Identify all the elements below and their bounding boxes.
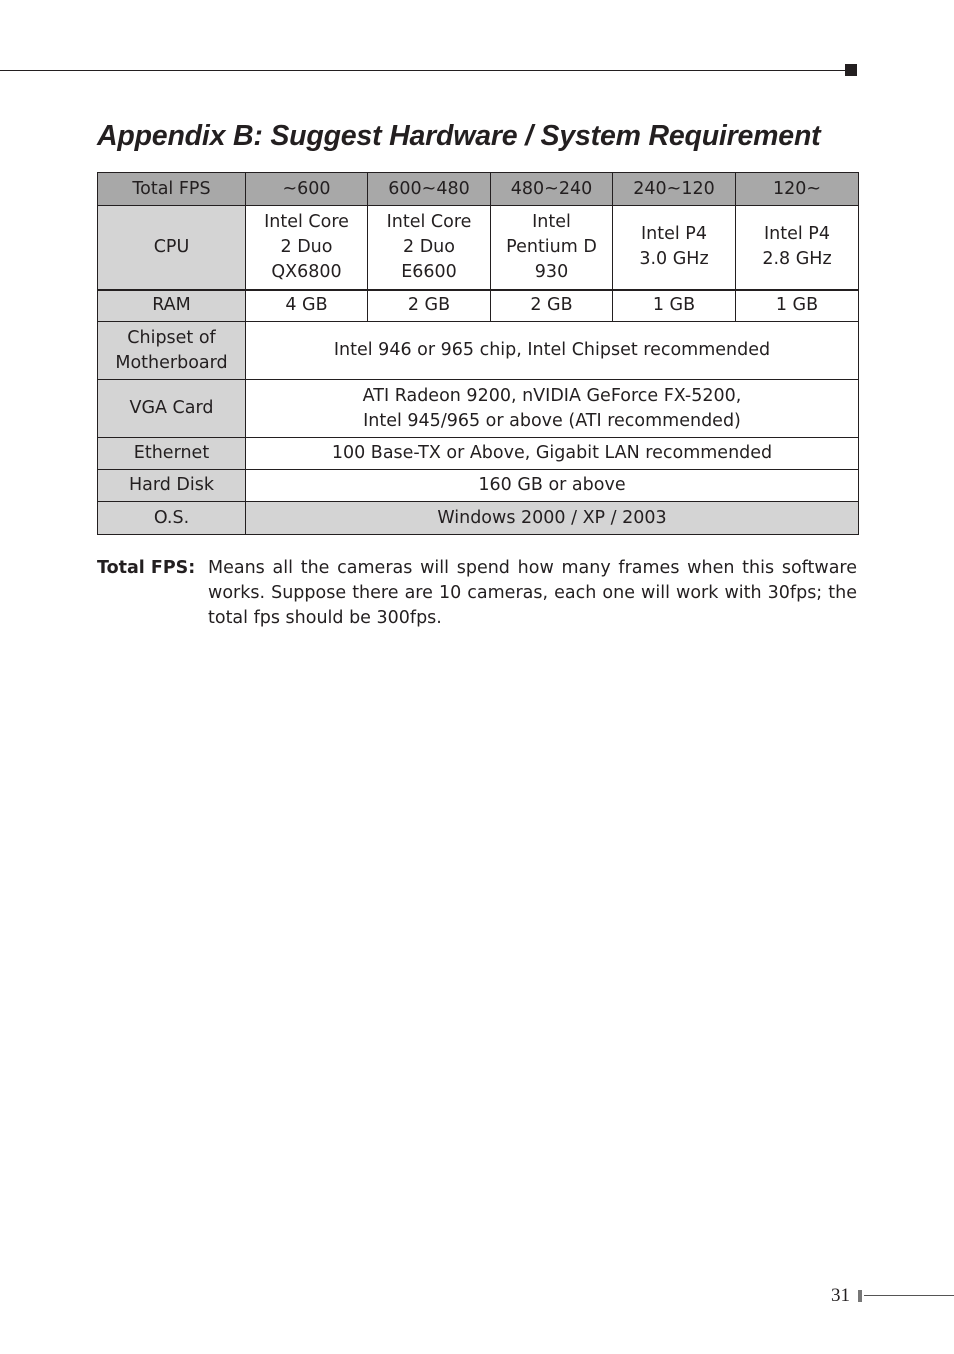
table-row-hard-disk: [98, 470, 859, 502]
header-cell-fps-480-240: 480~240: [491, 173, 613, 206]
row-label-vga: VGA Card: [98, 380, 246, 438]
vga-value-line: Intel 945/965 or above (ATI recommended): [363, 410, 741, 431]
table-row-ram: [98, 290, 859, 322]
note-text: Means all the cameras will spend how many frames when this software works. Suppose there are 10 cameras, each one will work with 30fps; the total fps should be 300fps.: [208, 558, 857, 628]
row-label-chipset: [98, 322, 246, 380]
table-row-ethernet: [98, 438, 859, 470]
cpu-cell-line: 2 Duo: [403, 236, 455, 257]
vga-value: [246, 380, 859, 438]
header-square-marker: [845, 64, 857, 76]
ram-cell: 1 GB: [736, 290, 859, 322]
row-label-ram: RAM: [98, 290, 246, 322]
row-label-os: O.S.: [98, 502, 246, 535]
table-row-cpu: [98, 206, 859, 290]
os-value: Windows 2000 / XP / 2003: [246, 502, 859, 535]
cpu-cell: [736, 206, 859, 290]
table-row-vga: [98, 380, 859, 438]
header-rule: [0, 70, 846, 71]
cpu-cell: [491, 206, 613, 290]
cpu-cell-line: Intel P4: [764, 224, 830, 245]
hard-disk-value: 160 GB or above: [246, 470, 859, 502]
header-cell-total-fps: Total FPS: [98, 173, 246, 206]
chipset-value: Intel 946 or 965 chip, Intel Chipset recommended: [246, 322, 859, 380]
footer-rule: [864, 1295, 954, 1296]
ram-cell: 2 GB: [368, 290, 491, 322]
row-label-hard-disk: Hard Disk: [98, 470, 246, 502]
table-row-os: [98, 502, 859, 535]
row-label-ethernet: Ethernet: [98, 438, 246, 470]
row-label-line: Chipset of: [127, 327, 216, 348]
table-row-chipset: [98, 322, 859, 380]
cpu-cell: [246, 206, 368, 290]
row-label-line: Motherboard: [115, 352, 228, 373]
header-cell-fps-240-120: 240~120: [613, 173, 736, 206]
cpu-cell-line: Intel Core: [386, 211, 472, 232]
hardware-requirements-table: [97, 172, 859, 535]
cpu-cell: [368, 206, 491, 290]
page-number: 31: [831, 1285, 850, 1306]
header-cell-fps-120: 120~: [736, 173, 859, 206]
header-cell-fps-600: ~600: [246, 173, 368, 206]
vga-value-line: ATI Radeon 9200, nVIDIA GeForce FX-5200,: [362, 385, 742, 406]
table-header-row: [98, 173, 859, 206]
cpu-cell-line: 2 Duo: [280, 236, 333, 257]
cpu-cell-line: 2.8 GHz: [762, 249, 832, 270]
cpu-cell-line: 930: [534, 261, 569, 282]
cpu-cell-line: Pentium D: [506, 236, 597, 257]
ethernet-value: 100 Base-TX or Above, Gigabit LAN recommended: [246, 438, 859, 470]
row-label-cpu: CPU: [98, 206, 246, 290]
cpu-cell-line: 3.0 GHz: [639, 249, 709, 270]
cpu-cell-line: Intel Core: [264, 211, 349, 232]
cpu-cell: [613, 206, 736, 290]
cpu-cell-line: Intel: [532, 211, 571, 232]
page-title: Appendix B: Suggest Hardware / System Requirement: [97, 120, 821, 152]
header-cell-fps-600-480: 600~480: [368, 173, 491, 206]
ram-cell: 4 GB: [246, 290, 368, 322]
cpu-cell-line: Intel P4: [641, 224, 707, 245]
ram-cell: 1 GB: [613, 290, 736, 322]
cpu-cell-line: E6600: [401, 261, 457, 282]
footer-marker: [858, 1290, 862, 1302]
ram-cell: 2 GB: [491, 290, 613, 322]
note-term: Total FPS:: [97, 558, 196, 578]
cpu-cell-line: QX6800: [271, 261, 342, 282]
